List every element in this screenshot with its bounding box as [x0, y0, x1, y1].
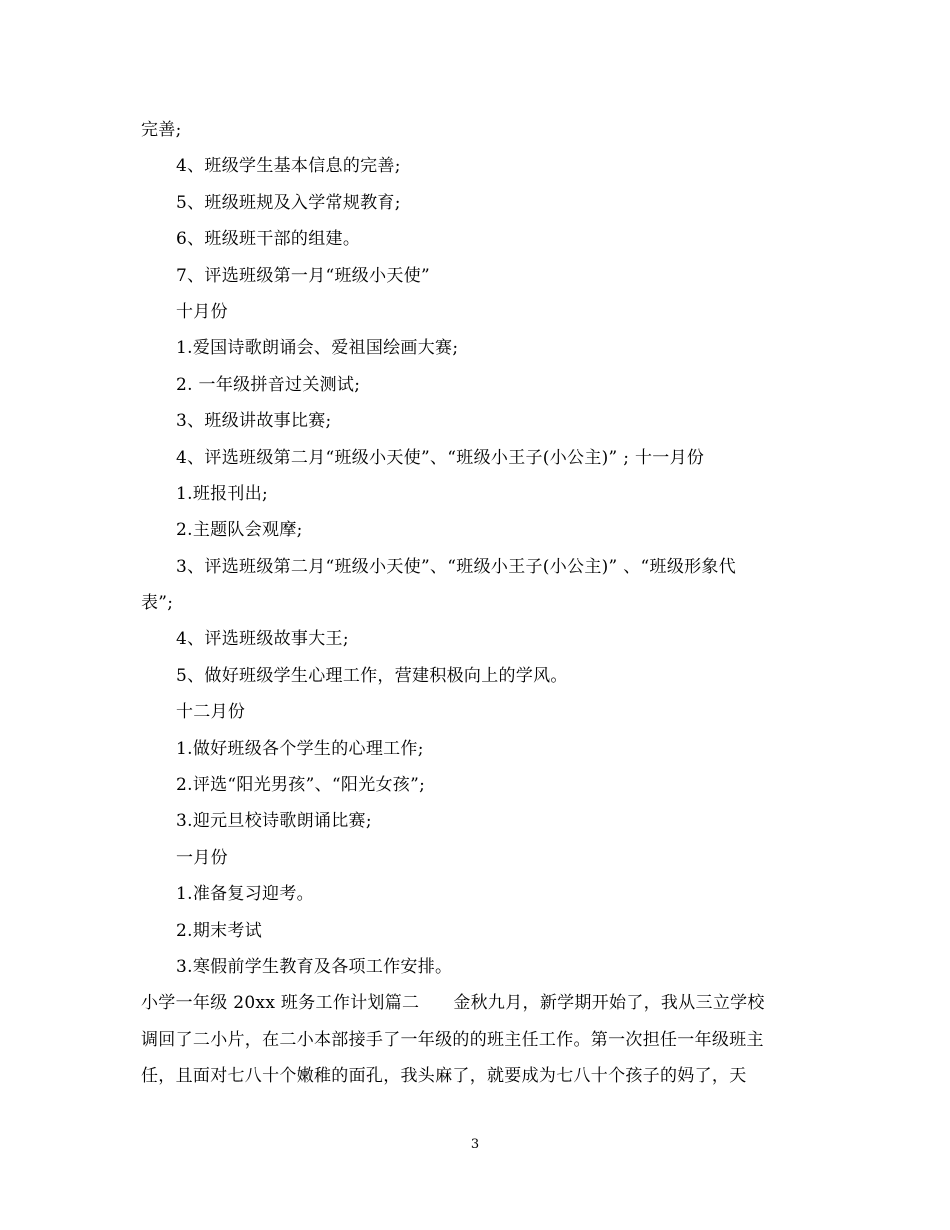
paragraph-line: 调回了二小片，在二小本部接手了一年级的的班主任工作。第一次担任一年级班主 [141, 1029, 764, 1050]
document-line: 1.爱国诗歌朗诵会、爱祖国绘画大赛; [176, 338, 459, 359]
document-line: 6、班级班干部的组建。 [176, 229, 361, 250]
document-line: 3.迎元旦校诗歌朗诵比赛; [176, 811, 372, 832]
document-line: 4、班级学生基本信息的完善; [176, 156, 401, 177]
page-number: 3 [470, 1137, 480, 1152]
document-line: 2.期末考试 [176, 920, 263, 941]
document-line: 2.评选“阳光男孩”、“阳光女孩”; [176, 775, 426, 796]
document-line: 完善; [141, 120, 182, 140]
section-heading: 小学一年级 20xx 班务工作计划篇二 [141, 993, 420, 1014]
document-line: 4、评选班级第二月“班级小天使”、“班级小王子(小公主)” ; 十一月份 [176, 447, 705, 468]
document-line: 十二月份 [176, 702, 246, 723]
document-line: 1.做好班级各个学生的心理工作; [176, 738, 424, 759]
document-line: 4、评选班级故事大王; [176, 629, 349, 650]
section-start-line [141, 985, 831, 1021]
document-line: 十月份 [176, 301, 228, 322]
document-line: 1.准备复习迎考。 [176, 884, 314, 905]
document-line: 2. 一年级拼音过关测试; [176, 374, 361, 395]
document-line: 3、评选班级第二月“班级小天使”、“班级小王子(小公主)” 、“班级形象代 [176, 556, 737, 577]
document-line: 3.寒假前学生教育及各项工作安排。 [176, 956, 453, 977]
section-first-line: 金秋九月，新学期开始了，我从三立学校 [453, 993, 765, 1014]
document-line: 一月份 [176, 847, 228, 868]
document-line: 7、评选班级第一月“班级小天使” [176, 265, 430, 286]
paragraph-line: 任，且面对七八十个嫩稚的面孔，我头麻了，就要成为七八十个孩子的妈了，天 [141, 1066, 747, 1087]
document-line: 5、做好班级学生心理工作，营建积极向上的学风。 [176, 665, 568, 686]
document-line: 1.班报刊出; [176, 483, 269, 504]
line-list [141, 112, 831, 985]
document-line: 5、班级班规及入学常规教育; [176, 192, 401, 213]
document-line: 表”; [141, 593, 174, 614]
document-line: 3、班级讲故事比赛; [176, 411, 332, 432]
document-line: 2.主题队会观摩; [176, 520, 303, 541]
document-body [141, 112, 831, 1095]
